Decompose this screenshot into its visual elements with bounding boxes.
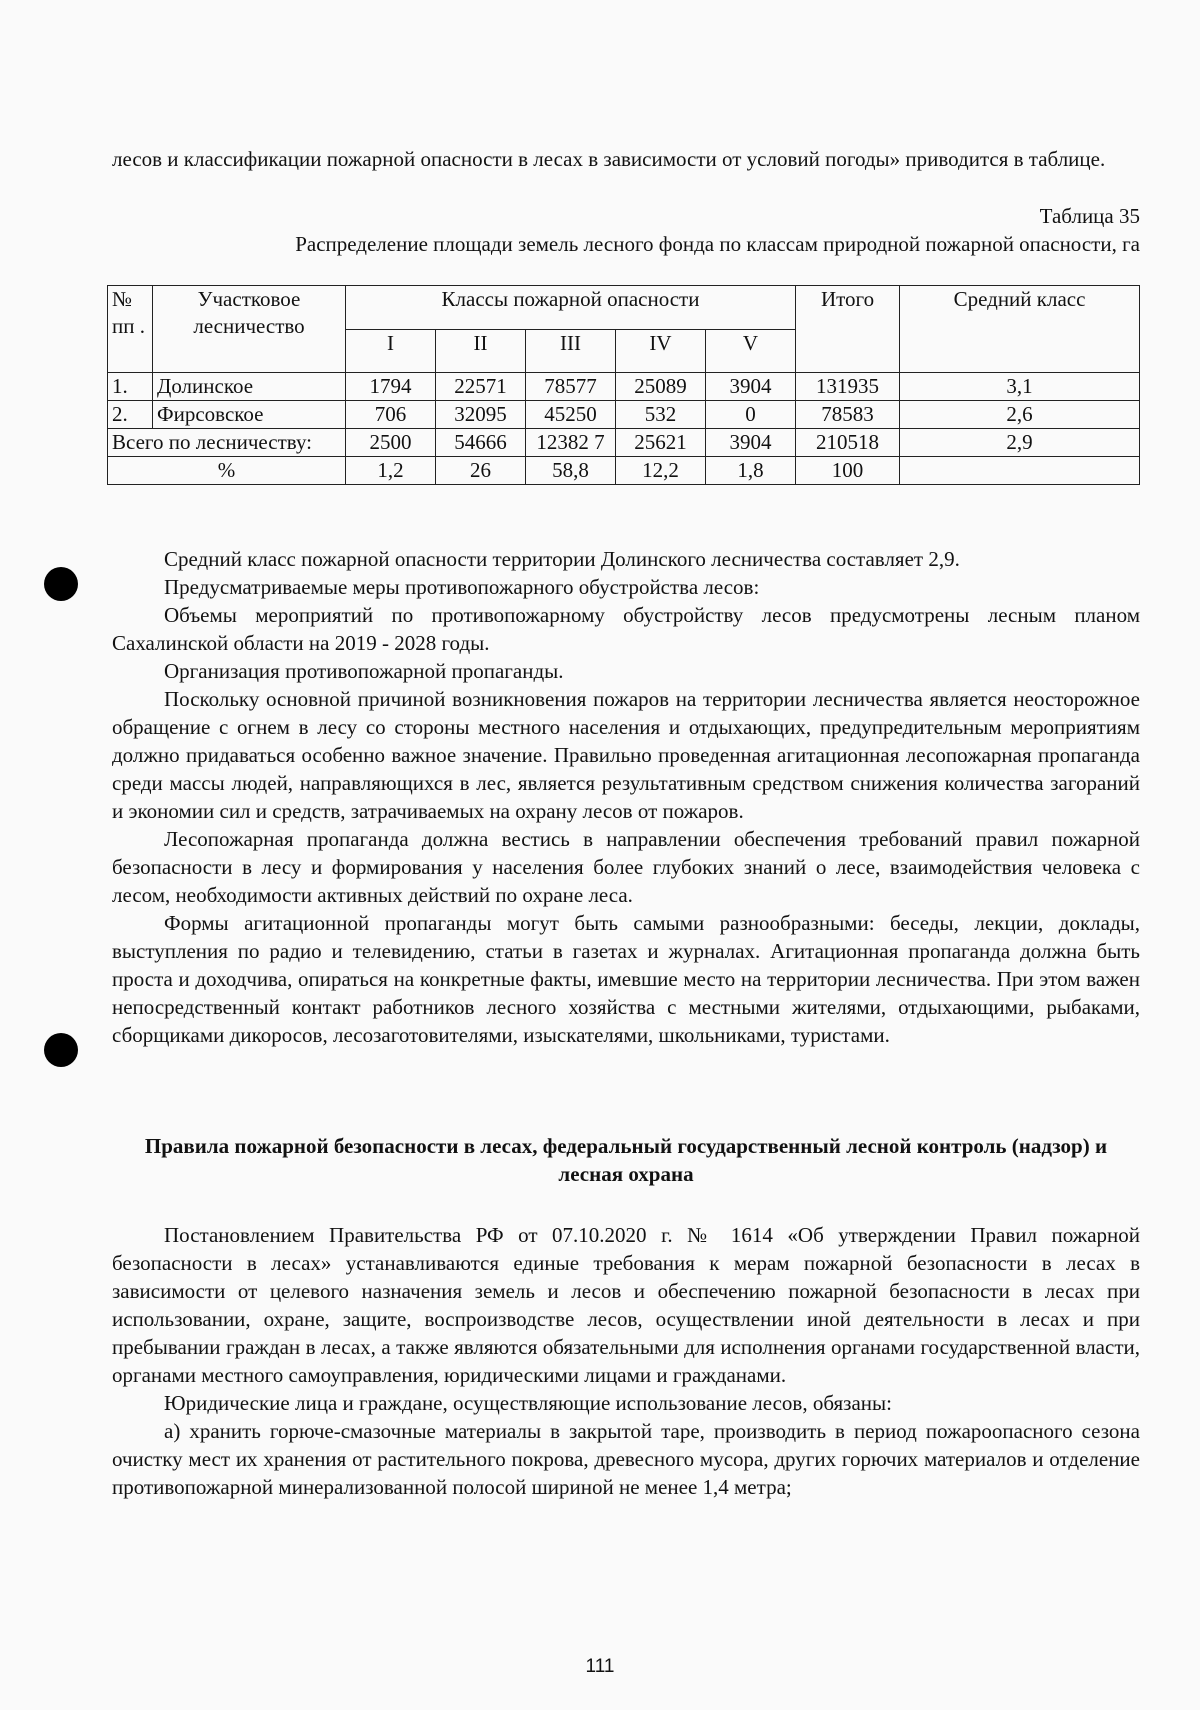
row-value: 78577	[526, 373, 616, 401]
sum-value: 3904	[706, 429, 796, 457]
row-total: 78583	[796, 401, 900, 429]
paragraph: Предусматриваемые меры противопожарного обустройства лесов:	[164, 575, 760, 599]
sum-total: 210518	[796, 429, 900, 457]
header-class: I	[346, 329, 436, 373]
header-num: № пп .	[108, 286, 153, 373]
table-caption: Распределение площади земель лесного фонда по классам природной пожарной опасности, га	[295, 232, 1140, 256]
pct-value: 12,2	[616, 457, 706, 485]
table-row	[108, 373, 1140, 401]
row-name: Фирсовское	[153, 401, 346, 429]
pct-avg	[900, 457, 1140, 485]
body-section-1	[112, 545, 1140, 1049]
table-sum-row	[108, 429, 1140, 457]
paragraph: Формы агитационной пропаганды могут быть самыми разнообразными: беседы, лекции, доклады, выступления по радио и телевидению, статьи в газетах и журналах. Агитационная пропаганда должна быть проста и доходчива, опираться на конкретные факты, имевшие место на территории лесничества. При этом важен непосредственный контакт работников лесного хозяйства с местными жителями, отдыхающими, рыбаками, сборщиками дикоросов, лесозаготовителями, изыскателями, школьниками, туристами.	[112, 911, 1140, 1047]
row-total: 131935	[796, 373, 900, 401]
sum-value: 54666	[436, 429, 526, 457]
header-class: V	[706, 329, 796, 373]
pct-value: 58,8	[526, 457, 616, 485]
paragraph: Средний класс пожарной опасности территории Долинского лесничества составляет 2,9.	[164, 547, 960, 571]
row-value: 45250	[526, 401, 616, 429]
row-value: 706	[346, 401, 436, 429]
sum-value: 2500	[346, 429, 436, 457]
pct-label: %	[108, 457, 346, 485]
header-avg-class: Средний класс	[900, 286, 1140, 373]
table-number: Таблица 35	[1039, 204, 1140, 228]
row-avg: 2,6	[900, 401, 1140, 429]
paragraph: Лесопожарная пропаганда должна вестись в направлении обеспечения требований правил пожарной безопасности в лесу и формирования у населения более глубоких знаний о лесе, взаимодействия человека с лесом, необходимости активных действий по охране леса.	[112, 827, 1140, 907]
row-num: 1.	[108, 373, 153, 401]
pct-value: 1,2	[346, 457, 436, 485]
sum-label: Всего по лесничеству:	[108, 429, 346, 457]
fire-class-table	[107, 285, 1140, 485]
row-value: 22571	[436, 373, 526, 401]
row-value: 1794	[346, 373, 436, 401]
pct-value: 26	[436, 457, 526, 485]
pct-value: 1,8	[706, 457, 796, 485]
row-value: 0	[706, 401, 796, 429]
punch-hole	[44, 567, 78, 601]
row-value: 3904	[706, 373, 796, 401]
paragraph: Объемы мероприятий по противопожарному обустройству лесов предусмотрены лесным планом Сахалинской области на 2019 - 2028 годы.	[112, 603, 1140, 655]
row-value: 32095	[436, 401, 526, 429]
row-value: 532	[616, 401, 706, 429]
row-avg: 3,1	[900, 373, 1140, 401]
table-row	[108, 401, 1140, 429]
paragraph: Поскольку основной причиной возникновения пожаров на территории лесничества является неосторожное обращение с огнем в лесу со стороны местного населения и отдыхающих, предупредительным мероприятиям должно придаваться особенно важное значение. Правильно проведенная агитационная лесопожарная пропаганда среди массы людей, направляющихся в лес, является результативным средством снижения количества загораний и экономии сил и средств, затрачиваемых на охрану лесов от пожаров.	[112, 687, 1140, 823]
sum-avg: 2,9	[900, 429, 1140, 457]
table-pct-row	[108, 457, 1140, 485]
paragraph: а) хранить горюче-смазочные материалы в закрытой таре, производить в период пожароопасного сезона очистку мест их хранения от растительного покрова, древесного мусора, других горючих материалов и отделение противопожарной минерализованной полосой шириной не менее 1,4 метра;	[112, 1419, 1140, 1499]
header-district: Участковое лесничество	[153, 286, 346, 373]
header-total: Итого	[796, 286, 900, 373]
page-number: 111	[585, 1656, 615, 1677]
header-class: II	[436, 329, 526, 373]
section-heading: Правила пожарной безопасности в лесах, федеральный государственный лесной контроль (надзор) и лесная охрана	[144, 1134, 1108, 1186]
sum-value: 25621	[616, 429, 706, 457]
paragraph: Постановлением Правительства РФ от 07.10.2020 г. № 1614 «Об утверждении Правил пожарной безопасности в лесах» устанавливаются единые требования к мерам пожарной безопасности в лесах в зависимости от целевого назначения земель и лесов и обеспечению пожарной безопасности в лесах при использовании, охране, защите, воспроизводстве лесов, осуществлении иной деятельности в лесах и при пребывании граждан в лесах, а также являются обязательными для исполнения органами государственной власти, органами местного самоуправления, юридическими лицами и гражданами.	[112, 1223, 1140, 1387]
row-num: 2.	[108, 401, 153, 429]
punch-hole	[44, 1033, 78, 1067]
paragraph: Организация противопожарной пропаганды.	[164, 659, 564, 683]
row-name: Долинское	[153, 373, 346, 401]
sum-value: 12382 7	[526, 429, 616, 457]
header-class: IV	[616, 329, 706, 373]
row-value: 25089	[616, 373, 706, 401]
body-section-2	[112, 1221, 1140, 1501]
paragraph: Юридические лица и граждане, осуществляющие использование лесов, обязаны:	[164, 1391, 892, 1415]
pct-total: 100	[796, 457, 900, 485]
intro-paragraph: лесов и классификации пожарной опасности в лесах в зависимости от условий погоды» приводится в таблице.	[112, 147, 1106, 171]
header-classes-title: Классы пожарной опасности	[346, 286, 796, 330]
header-class: III	[526, 329, 616, 373]
table-header-row	[108, 286, 1140, 330]
